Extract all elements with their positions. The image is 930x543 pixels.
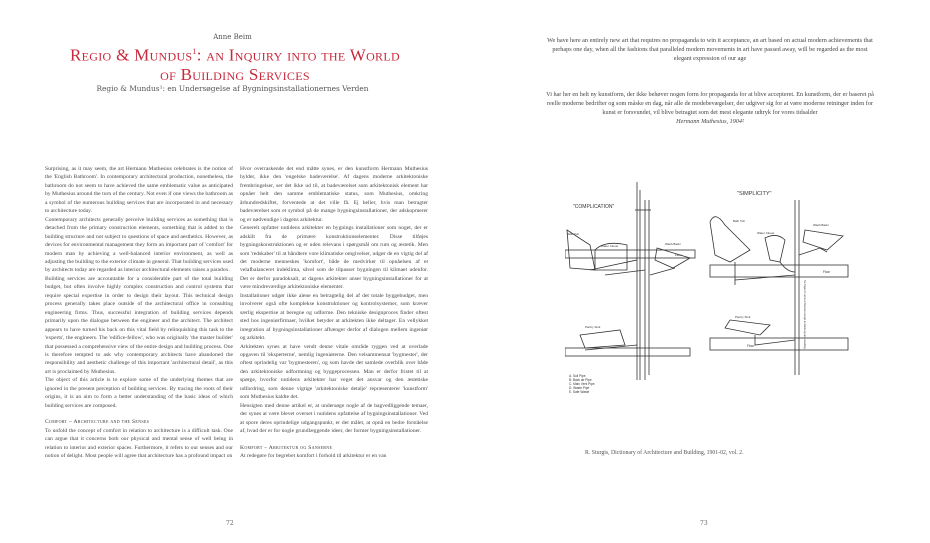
danish-column [240,165,428,460]
title-part: of Building Services [160,64,310,84]
epigraph-attribution: Hermann Muthesius, 1904² [676,118,744,125]
figure-label-simplicity: "SIMPLICITY" [737,191,772,197]
figure-label: Water Closet [601,244,619,248]
complicated-plumbing-drawing [565,182,695,394]
paragraph: Installationer udgør ikke alene en betragtelig del af det totale byggebudget, men involverer også ofte komplekse konstruktioner og kontrolsystemer, som kræver særlig ekspertise at beregne og udforme. Den tekniske designproces finder oftest sted hos ingeniørfirmaer, hvilket betyder at arkitekten ikke deltager. En vellykket integration af bygningsinstallationer afhænger derfor af dialogen mellem ingeniør og arkitekt. [240,292,428,342]
footnote-marker: 1 [192,47,197,56]
section-heading: Komfort – Arkitektur og Sanserne [240,444,333,451]
figure-label: Floor [823,270,831,274]
legend-item: C. Main Vent Pipe [569,382,595,386]
section-heading: Comfort – Architecture and the Senses [45,419,150,426]
epigraph-text: Vi har her en helt ny kunstform, der ikke behøver nogen form for propaganda for at blive accepteret. En kunstform, der er baseret på reelle moderne bedrifter og som måske en dag, når alle de modebevægelser, der udgiver sig for at være moderne retninger inden for kunst er forsvundet, vil blive betragtet som det mest elegante udtryk for vores tidsalder [546,91,874,116]
epigraph-english: We have here an entirely new art that requires no propaganda to win it acceptance, an art based on actual modern achievements that perhaps one day, when all the fashions that paralleled modern movements in art have passed away, will be regarded as the most elegant expression of our age [547,37,873,62]
paragraph: Hensigten med denne artikel er, at undersøge nogle af de bagvedliggende temaer, der synes at være blevet overset i nutidens opfattelse af bygningsinstallationer. Ved at spore deres oprindelige udgangspunkt, er det målet, at opnå en bedre forståelse af, hvad der er for nogle grundlæggende ideer, der former bygningsinstallationer. [240,402,428,435]
figure-caption: R. Sturgis, Dictionary of Architecture and Building, 1901-02, vol. 2. [585,450,744,456]
right-page [465,0,930,543]
figure-label: Pantry Sink [735,315,751,319]
paragraph: Contemporary architects generally perceive building services as something that is detached from the primary construction elements, something that is added to the building structure and not subject to questions of space and aesthetics. However, as devices for environmental management they form an important part of 'comfort' for modern man by achieving a well-balanced interior environment, as well as adjusting the building to the exterior climate in general. That building services used by architects today are regarded as interior architectural elements raises a paradox. [45,216,233,274]
paragraph: Hvor overraskende det end måtte synes, er den kunstform Hermann Muthesius hylder, ikke den 'engelske badeværelse'. Af dagens moderne arkitektoniske frembringelser, ser det ikke ud til, at badeværelset som arkitektonisk element har opnået helt den samme emblematiske status, som Muthesius, omkring århundredskiftet, forventede at det ville få. Ej heller, hvis man betragter badeværelset som et symbol på de mange bygningsinstallationer, der adskopmerer og er nødvendige i dagens arkitektur. [240,166,428,223]
title-part: : an Inquiry into the World [196,45,400,65]
figure-label: Bath Tub [567,232,580,236]
paragraph: The object of this article is to explore some of the underlying themes that are ignored in the present perception of building services. By tracing the roots of their origins, it is an aim to form a better understanding of the basic ideas of which building services are composed. [45,377,233,409]
paragraph: Surprising, as it may seem, the art Hermann Muthesius celebrates is the notion of the 'English Bathroom'. In contemporary architectural production, nonetheless, the bathroom do not seem to have achieved the same emblematic value as anticipated by Muthesius around the turn of the century. Not even if one views the bathroom as a symbol of the numerous building services that are incorporated in and necessary to architecture today. [45,166,233,215]
legend-item: D. Waste Pipe [569,386,590,390]
figure-label: Water Closet [757,231,775,235]
english-column [45,165,233,460]
legend-item: E. Safe Waste [569,390,590,394]
figure-label: Floor [675,253,682,257]
paragraph: Building services are accountable for a considerable part of the total building budget, but often involve highly complex construction and control systems that require special expertise in order to design their layout. This technical design process generally takes place outside of the architectural office in consulting engineering firms. Thus, successful integration of building services depends primarily upon the dialogue between the engineer and the architect. The architect appears to have turned his back on this vital field by relinquishing this task to the 'experts', the engineers. The 'edifice-fellow', who was originally 'the master builder' that possessed a comprehensive view of the entire design and building process. One is therefore tempted to ask why contemporary architects have abandoned the responsibility and aesthetic challenge of this important 'architectural detail', as this art is proclaimed by Muthesius. [45,275,233,375]
figure-label: Wash Basin [665,242,681,246]
epigraph-danish [545,90,875,126]
page-number: 72 [226,520,234,527]
danish-subtitle: Regio & Mundus¹: en Undersøgelse af Bygningsinstallationernes Verden [96,84,369,93]
legend-item: A. Soil Pipe [569,374,586,378]
paragraph: Arkitekten synes at have vendt denne vitale område ryggen ved at overlade opgaven til 'eksperterne', nemlig ingeniørerne. Den velsammensat 'bygmester', der oftest oprindelig var 'bygmesteren', og som havde det samlede overblik over både den arkitektoniske udformning og byggeprocessen. Man er derfor fristet til at spørge, hvorfor nutidens arkitekter har veget det ansvar og den æstetiske udfordring, som denne vigtige 'arkitektoniske detalje' repræsenterer 'kunstform' som Muthesius kaldte det. [240,343,428,401]
legend-item: B. Back air Pipe [569,378,592,382]
paragraph: At redegøre for begrebet komfort i forhold til arkitektur er en van [240,452,387,459]
figure-label: Wash Basin [813,223,829,227]
article-title [40,42,430,84]
figure-label-complication: "COMPLICATION" [573,204,615,210]
author: Anne Beim [213,33,252,41]
title-part: Regio & Mundus [70,45,193,65]
figure-label: Bath Tub [733,219,746,223]
page-number: 73 [700,520,708,527]
figure-label: Pantry Sink [585,325,601,329]
paragraph: To unfold the concept of comfort in relation to architecture is a difficult task. One can argue that it concerns both our physical and mental sense of well being in relation to interior and exterior spaces. Furthermore, it refers to our senses and our notion of delight. Most people will agree that architecture has a profound impact on [45,427,233,459]
figure-vertical-note: No traps or vents at fixtures except as back-up and washing [803,280,806,349]
simple-plumbing-drawing [710,200,848,375]
plumbing-illustration [565,150,905,395]
figure-label: Floor [747,344,755,348]
paragraph: Generelt opfatter nutidens arkitekter en bygnings installationer som noget, der er adskilt fra de primære konstruktionselementer. Disse tilføjes bygningskonstruktionen og er uden relevans i spørgsmål om rum og æstetik. Men som 'redskaber' til at håndtere vore klimatiske omgivelser, udgør de en vigtig del af det moderne menneskes 'komfort', både de medvirker til opnåelsen af et velafbalanceret indeklima, såvel som de tilpasser bygningen til klimaet udenfor. Det er derfor paradoksalt, at dagens arkitekter anser bygningsinstallationer for at være mindreværdige arkitektoniske elementer. [240,225,428,291]
